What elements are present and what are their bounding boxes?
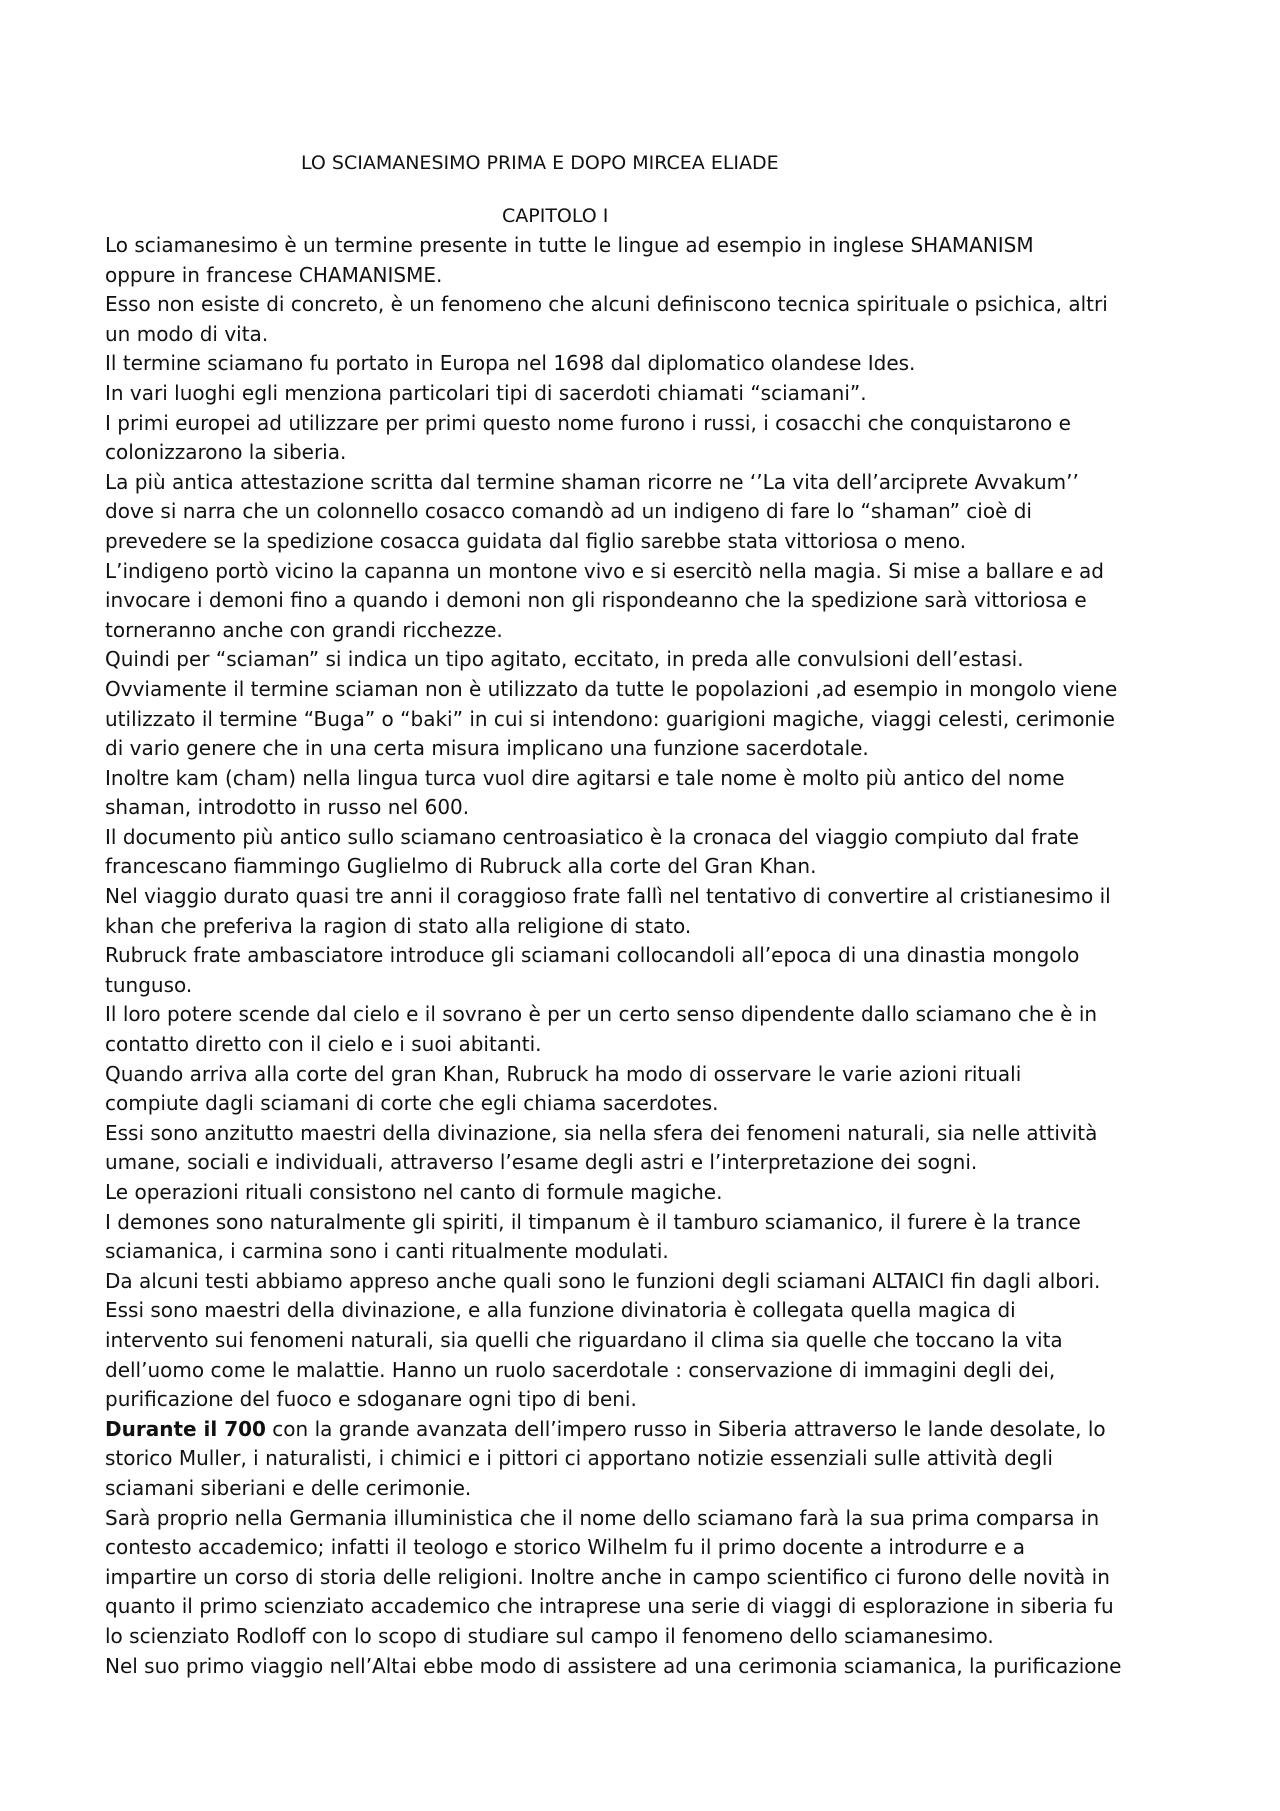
text-line: umane, sociali e individuali, attraverso l’esame degli astri e l’interpretazione dei sogni. (105, 1150, 978, 1175)
text-line: sciamanica, i carmina sono i canti ritualmente modulati. (105, 1239, 669, 1264)
text-line: Sarà proprio nella Germania illuministica che il nome dello sciamano farà la sua prima comparsa in (105, 1505, 1100, 1530)
text-line: un modo di vita. (105, 321, 269, 346)
bold-phrase: Durante il 700 (105, 1416, 266, 1441)
text-line: Il documento più antico sullo sciamano centroasiatico è la cronaca del viaggio compiuto dal frate (105, 824, 1079, 849)
text-line (105, 1415, 1215, 1445)
text-line: Le operazioni rituali consistono nel canto di formule magiche. (105, 1180, 723, 1204)
text-line: Nel suo primo viaggio nell’Altai ebbe modo di assistere ad una cerimonia sciamanica, la purificazione (105, 1653, 1122, 1678)
text-line: dell’uomo come le malattie. Hanno un ruolo sacerdotale : conservazione di immagini degli dei, (105, 1357, 1056, 1382)
text-line: storico Muller, i naturalisti, i chimici e i pittori ci apportano notizie essenziali sulle attività degli (105, 1446, 1053, 1471)
text-line: lo scienziato Rodloff con lo scopo di studiare sul campo il fenomeno dello sciamanesimo. (105, 1623, 994, 1648)
text-line: Quando arriva alla corte del gran Khan, Rubruck ha modo di osservare le varie azioni rituali (105, 1061, 1022, 1086)
paragraph-lines-after (105, 1444, 1215, 1681)
text-line: purificazione del fuoco e sdoganare ogni tipo di beni. (105, 1387, 637, 1412)
text-line: Esso non esiste di concreto, è un fenomeno che alcuni definiscono tecnica spirituale o psichica, altri (105, 292, 1108, 317)
body-text (105, 231, 1215, 1681)
text-line: contatto diretto con il cielo e i suoi abitanti. (105, 1032, 542, 1057)
text-line-rest: con la grande avanzata dell’impero russo in Siberia attraverso le lande desolate, lo (265, 1416, 1106, 1441)
text-line: utilizzato il termine “Buga” o “baki” in cui si intendono: guarigioni magiche, viaggi celesti, cerimonie (105, 706, 1115, 731)
text-line: shaman, introdotto in russo nel 600. (105, 795, 470, 820)
text-line: impartire un corso di storia delle religioni. Inoltre anche in campo scientifico ci furono delle novità in (105, 1564, 1110, 1589)
document-title: LO SCIAMANESIMO PRIMA E DOPO MIRCEA ELIADE (301, 152, 779, 174)
text-line: I primi europei ad utilizzare per primi questo nome furono i russi, i cosacchi che conquistarono e (105, 410, 1071, 435)
text-line: Inoltre kam (cham) nella lingua turca vuol dire agitarsi e tale nome è molto più antico del nome (105, 765, 1065, 790)
text-line: quanto il primo scienziato accademico che intraprese una serie di viaggi di esplorazione in siberia fu (105, 1594, 1114, 1619)
text-line: L’indigeno portò vicino la capanna un montone vivo e si esercitò nella magia. Si mise a ballare e ad (105, 558, 1104, 583)
paragraph-lines (105, 231, 1215, 1415)
text-line: francescano fiammingo Guglielmo di Rubruck alla corte del Gran Khan. (105, 854, 817, 879)
text-line: Il loro potere scende dal cielo e il sovrano è per un certo senso dipendente dallo sciamano che è in (105, 1002, 1098, 1027)
text-line: Il termine sciamano fu portato in Europa nel 1698 dal diplomatico olandese Ides. (105, 351, 916, 376)
text-line: sciamani siberiani e delle cerimonie. (105, 1475, 472, 1500)
text-line: dove si narra che un colonnello cosacco comandò ad un indigeno di fare lo “shaman” cioè di (105, 499, 1032, 524)
text-line: Da alcuni testi abbiamo appreso anche quali sono le funzioni degli sciamani ALTAICI fin dagli albori. (105, 1268, 1101, 1293)
text-line: Ovviamente il termine sciaman non è utilizzato da tutte le popolazioni ,ad esempio in mongolo viene (105, 676, 1118, 701)
text-line: di vario genere che in una certa misura implicano una funzione sacerdotale. (105, 736, 869, 761)
text-line: La più antica attestazione scritta dal termine shaman ricorre ne ‘’La vita dell’arciprete Avvakum’’ (105, 469, 1079, 494)
text-line: Nel viaggio durato quasi tre anni il coraggioso frate fallì nel tentativo di convertire al cristianesimo il (105, 884, 1111, 909)
text-line: tunguso. (105, 972, 193, 997)
text-line: I demones sono naturalmente gli spiriti, il timpanum è il tamburo sciamanico, il furere è la trance (105, 1209, 1081, 1234)
text-line: intervento sui fenomeni naturali, sia quelli che riguardano il clima sia quelle che toccano la vita (105, 1327, 1063, 1352)
text-line: Essi sono anzitutto maestri della divinazione, sia nella sfera dei fenomeni naturali, sia nelle attività (105, 1120, 1098, 1145)
text-line: Rubruck frate ambasciatore introduce gli sciamani collocandoli all’epoca di una dinastia mongolo (105, 943, 1080, 968)
text-line: compiute dagli sciamani di corte che egli chiama sacerdotes. (105, 1091, 719, 1116)
text-line: Quindi per “sciaman” si indica un tipo agitato, eccitato, in preda alle convulsioni dell’estasi. (105, 647, 1024, 672)
text-line: prevedere se la spedizione cosacca guidata dal figlio sarebbe stata vittoriosa o meno. (105, 528, 967, 553)
text-line: oppure in francese CHAMANISME. (105, 262, 443, 287)
text-line: colonizzarono la siberia. (105, 440, 347, 465)
text-line: invocare i demoni fino a quando i demoni non gli rispondeanno che la spedizione sarà vittoriosa e (105, 588, 1087, 613)
text-line: Lo sciamanesimo è un termine presente in tutte le lingue ad esempio in inglese SHAMANISM (105, 233, 1034, 257)
chapter-heading: CAPITOLO I (502, 205, 609, 227)
text-line: khan che preferiva la ragion di stato alla religione di stato. (105, 913, 692, 938)
text-line: contesto accademico; infatti il teologo e storico Wilhelm fu il primo docente a introdurre e a (105, 1535, 1026, 1560)
text-line: torneranno anche con grandi ricchezze. (105, 617, 503, 642)
text-line: In vari luoghi egli menziona particolari tipi di sacerdoti chiamati “sciamani”. (105, 380, 867, 405)
text-line: Essi sono maestri della divinazione, e alla funzione divinatoria è collegata quella magica di (105, 1298, 1016, 1323)
